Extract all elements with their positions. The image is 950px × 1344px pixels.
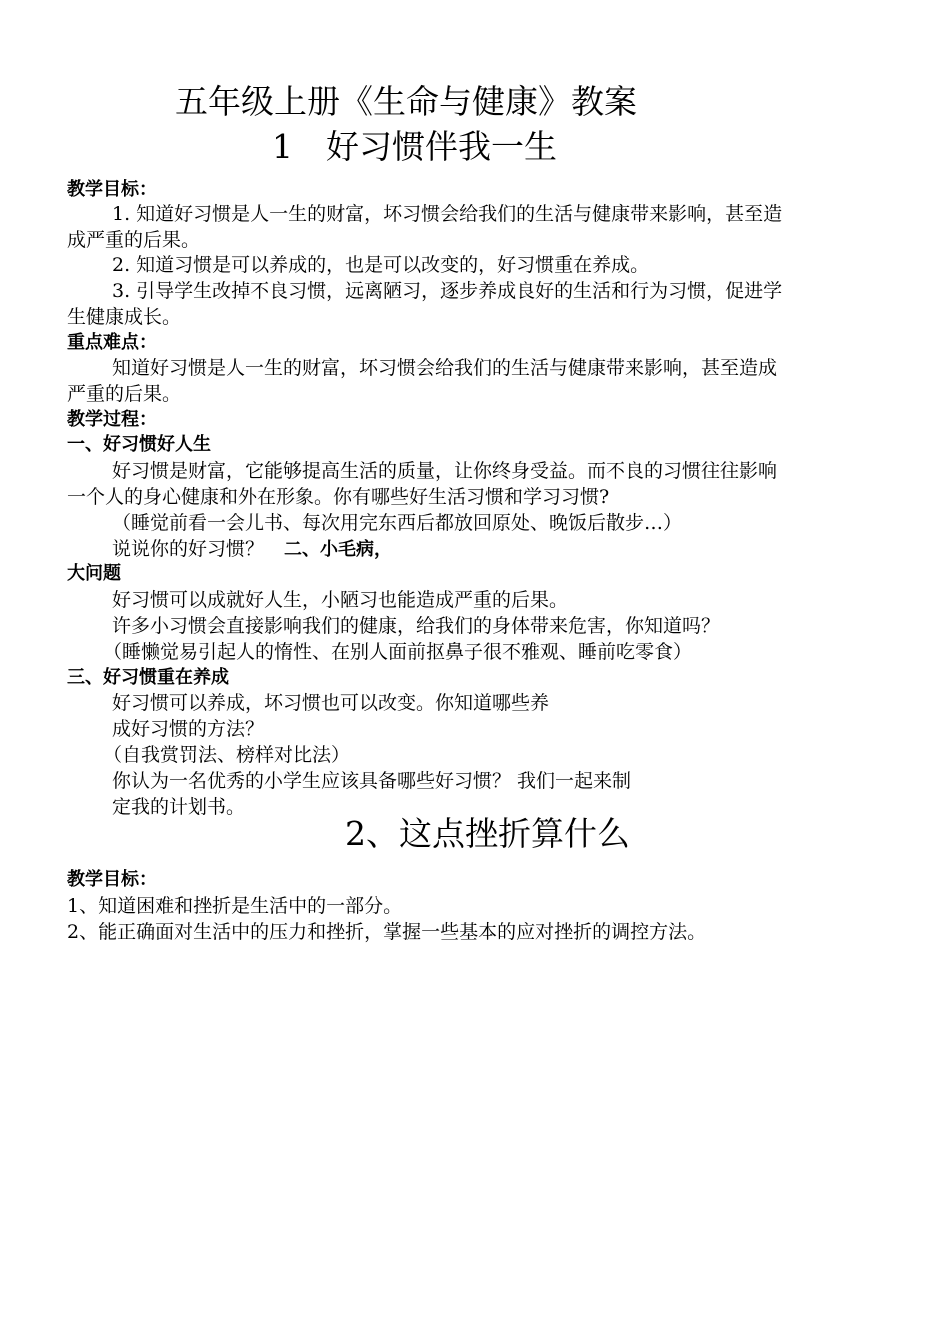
section1-examples: （睡觉前看一会儿书、每次用完东西后都放回原处、晚饭后散步…） — [112, 512, 683, 534]
lesson2-objectives-heading: 教学目标： — [67, 869, 157, 890]
lesson2-title: 2、这点挫折算什么 — [345, 814, 630, 853]
section3-para1-line2: 成好习惯的方法？ — [112, 718, 265, 740]
section2-examples: （睡懒觉易引起人的惰性、在别人面前抠鼻子很不雅观、睡前吃零食） — [103, 641, 693, 663]
section3-heading: 三、好习惯重在养成 — [67, 667, 229, 688]
key-points-line2: 严重的后果。 — [67, 383, 182, 405]
section2-para2: 许多小习惯会直接影响我们的健康，给我们的身体带来危害，你知道吗？ — [112, 615, 721, 637]
section1-para-line1: 好习惯是财富，它能够提高生活的质量，让你终身受益。而不良的习惯往往影响 — [112, 460, 778, 482]
lesson2-objective-1: 1、知道困难和挫折是生活中的一部分。 — [67, 895, 403, 917]
section2-heading-part2: 大问题 — [67, 563, 121, 584]
section3-para2-line2: 定我的计划书。 — [112, 796, 246, 818]
section1-para-line2: 一个人的身心健康和外在形象。你有哪些好生活习惯和学习习惯? — [67, 486, 610, 508]
key-points-line1: 知道好习惯是人一生的财富，坏习惯会给我们的生活与健康带来影响，甚至造成 — [112, 357, 778, 379]
section3-para2-line1: 你认为一名优秀的小学生应该具备哪些好习惯？ 我们一起来制 — [112, 770, 632, 792]
lesson1-objective-2: 2. 知道习惯是可以养成的，也是可以改变的，好习惯重在养成。 — [112, 254, 650, 276]
lesson1-objective-3-line1: 3. 引导学生改掉不良习惯，远离陋习，逐步养成良好的生活和行为习惯，促进学 — [112, 280, 783, 302]
lesson1-objectives-heading: 教学目标： — [67, 179, 157, 200]
process-heading: 教学过程： — [67, 409, 157, 430]
lesson1-objective-1-line2: 成严重的后果。 — [67, 229, 201, 251]
document-title: 五年级上册《生命与健康》教案 — [175, 82, 637, 121]
lesson1-title: 1 好习惯伴我一生 — [272, 127, 557, 166]
section1-question: 说说你的好习惯？ — [112, 538, 265, 560]
section1-question-line — [112, 536, 392, 563]
section3-examples: （自我赏罚法、榜样对比法） — [103, 744, 351, 766]
lesson1-objective-1-line1: 1. 知道好习惯是人一生的财富，坏习惯会给我们的生活与健康带来影响，甚至造 — [112, 203, 783, 225]
section2-heading-part1: 二、小毛病， — [284, 539, 393, 560]
key-points-heading: 重点难点： — [67, 332, 157, 353]
section2-para1: 好习惯可以成就好人生，小陋习也能造成严重的后果。 — [112, 589, 569, 611]
lesson2-objective-2: 2、能正确面对生活中的压力和挫折，掌握一些基本的应对挫折的调控方法。 — [67, 921, 707, 943]
lesson1-objective-3-line2: 生健康成长。 — [67, 306, 182, 328]
section3-para1-line1: 好习惯可以养成，坏习惯也可以改变。你知道哪些养 — [112, 692, 550, 714]
section1-heading: 一、好习惯好人生 — [67, 434, 211, 455]
